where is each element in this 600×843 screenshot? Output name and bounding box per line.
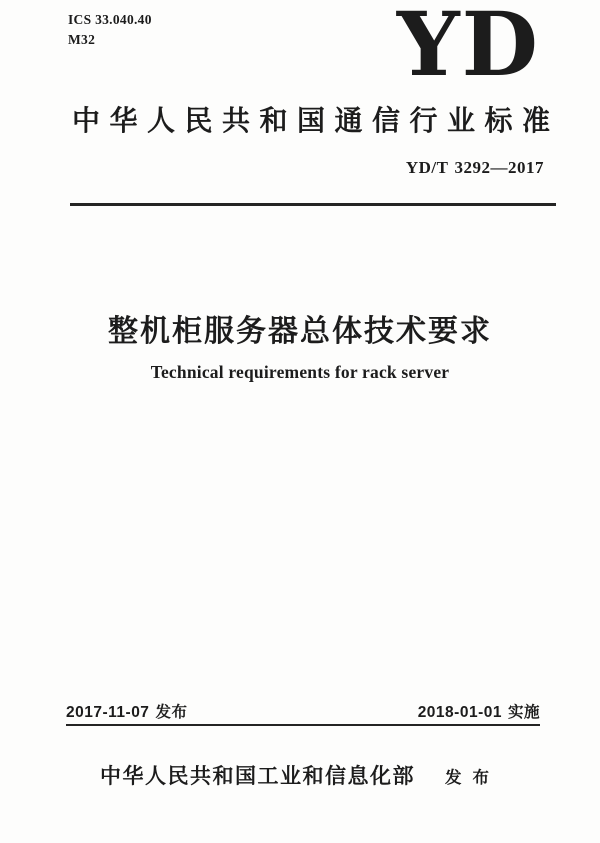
issue-label: 发布 xyxy=(155,704,188,721)
standard-number-prefix: YD/T xyxy=(405,158,449,177)
issue-date-block xyxy=(66,700,187,722)
ics-classification-block xyxy=(68,10,152,49)
standard-number-value: 3292—2017 xyxy=(454,158,544,177)
implement-date: 2018-01-01 xyxy=(417,704,502,721)
publisher-row xyxy=(0,760,600,790)
issue-date: 2017-11-07 xyxy=(66,704,150,721)
yd-logo: YD xyxy=(396,0,540,96)
publish-label: 发布 xyxy=(445,769,500,787)
publisher-name: 中华人民共和国工业和信息化部 xyxy=(100,765,415,788)
header-rule xyxy=(70,203,556,206)
document-title-english: Technical requirements for rack server xyxy=(150,362,450,382)
implement-label: 实施 xyxy=(507,704,540,721)
document-title-chinese: 整机柜服务器总体技术要求 xyxy=(108,315,492,348)
dates-row xyxy=(66,700,540,722)
ics-code: ICS 33.040.40 xyxy=(68,12,152,27)
standard-number xyxy=(406,158,544,178)
footer-rule xyxy=(66,724,540,726)
standard-body-name: 中华人民共和国通信行业标准 xyxy=(72,105,560,136)
china-class-code: M32 xyxy=(68,31,96,47)
implement-date-block xyxy=(418,700,540,722)
